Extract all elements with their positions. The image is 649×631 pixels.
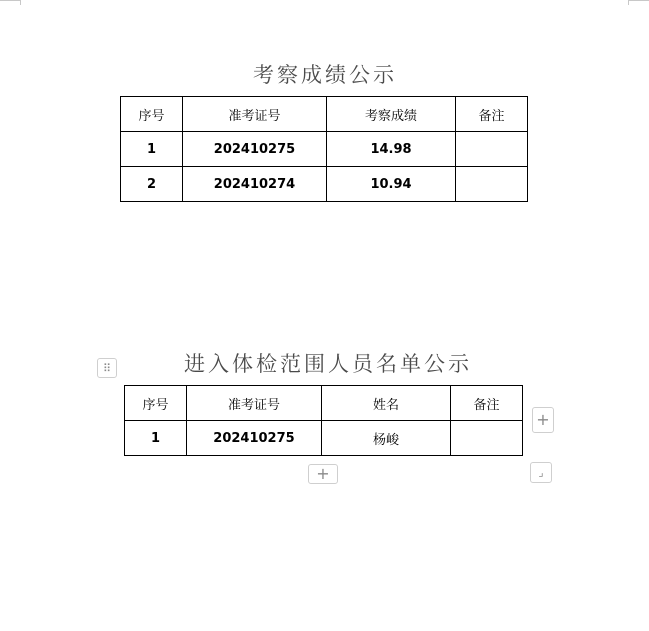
add-column-plus-icon[interactable]: + — [532, 407, 554, 433]
exam-list-table — [124, 385, 523, 456]
table-cell[interactable]: 10.94 — [327, 167, 456, 202]
table-cell[interactable]: 1 — [125, 421, 187, 456]
table-row — [121, 132, 528, 167]
table-cell[interactable] — [456, 167, 528, 202]
table-cell[interactable] — [456, 132, 528, 167]
table-cell[interactable]: 202410274 — [183, 167, 327, 202]
table-resize-icon[interactable]: ⌟ — [530, 462, 552, 483]
table-header-row — [121, 97, 528, 132]
table-cell[interactable]: 1 — [121, 132, 183, 167]
header-cell[interactable]: 姓名 — [322, 386, 451, 421]
table-cell[interactable]: 2 — [121, 167, 183, 202]
header-cell[interactable]: 考察成绩 — [327, 97, 456, 132]
header-cell[interactable]: 备注 — [456, 97, 528, 132]
page-corner-mark-right — [628, 0, 649, 5]
score-table — [120, 96, 528, 202]
table-header-row — [125, 386, 523, 421]
page-corner-mark-left — [0, 0, 21, 5]
table-cell[interactable]: 202410275 — [187, 421, 322, 456]
score-table-title: 考察成绩公示 — [253, 63, 397, 87]
header-cell[interactable]: 备注 — [451, 386, 523, 421]
table-cell[interactable]: 杨峻 — [322, 421, 451, 456]
header-cell[interactable]: 序号 — [121, 97, 183, 132]
table-cell[interactable]: 202410275 — [183, 132, 327, 167]
table-row — [121, 167, 528, 202]
table-row — [125, 421, 523, 456]
add-row-plus-icon[interactable]: + — [308, 464, 338, 484]
exam-list-title: 进入体检范围人员名单公示 — [184, 352, 472, 376]
table-move-handle-icon[interactable]: ⠿ — [97, 358, 117, 378]
header-cell[interactable]: 准考证号 — [183, 97, 327, 132]
header-cell[interactable]: 准考证号 — [187, 386, 322, 421]
table-cell[interactable] — [451, 421, 523, 456]
header-cell[interactable]: 序号 — [125, 386, 187, 421]
table-cell[interactable]: 14.98 — [327, 132, 456, 167]
